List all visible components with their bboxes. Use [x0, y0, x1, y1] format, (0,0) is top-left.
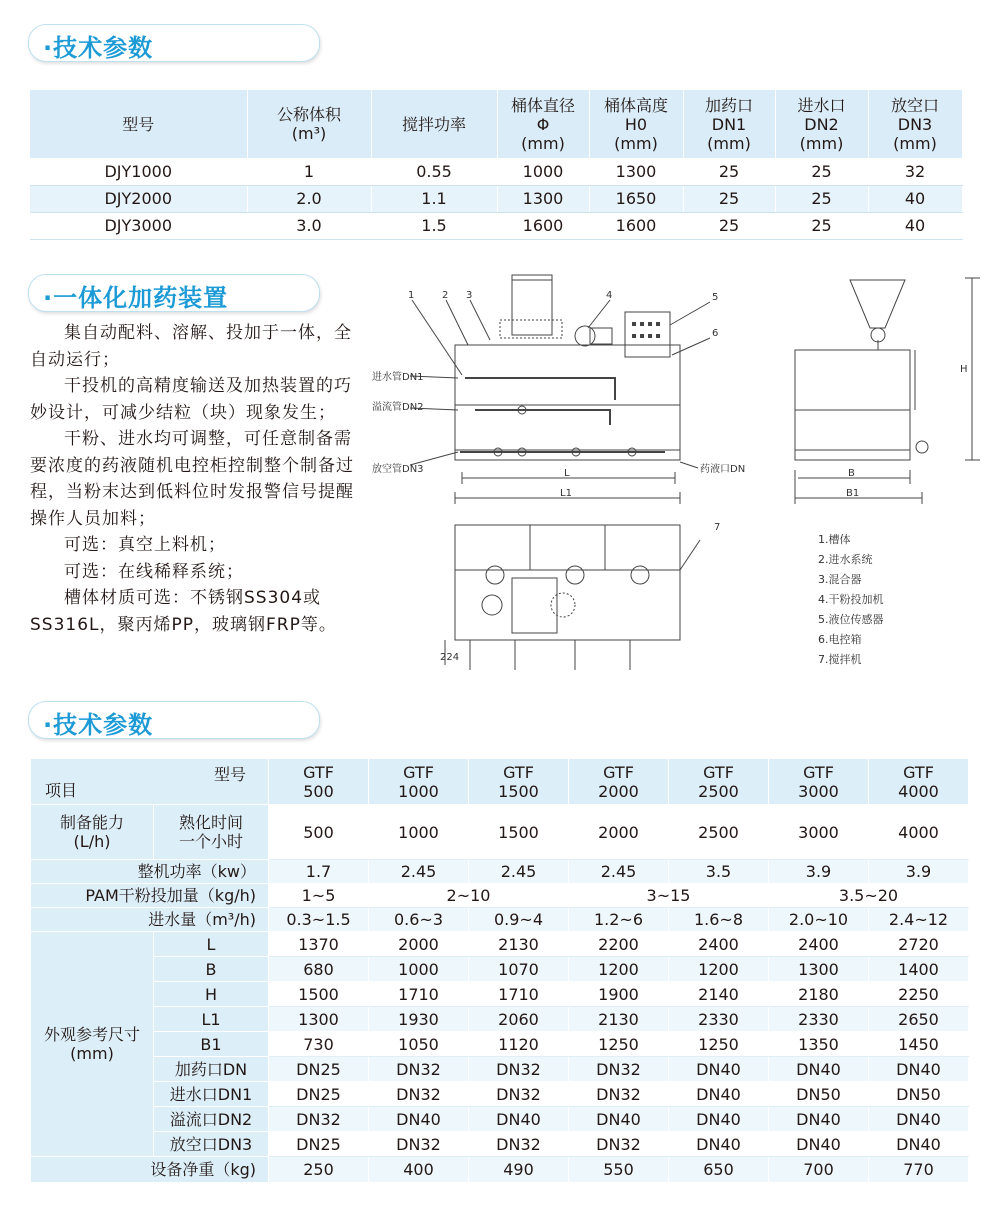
row-sublabel: 熟化时间 一个小时 [154, 805, 269, 860]
table-row: 加药口DN DN25 DN32 DN32 DN32 DN40 DN40 DN40 [31, 1057, 969, 1082]
description-line: 可选：真空上料机； [64, 535, 226, 555]
legend-item: 6.电控箱 [818, 633, 862, 646]
specs-table-gtf [30, 758, 969, 1183]
header-dn1: 加药口 DN1 (mm) [683, 90, 775, 158]
pipe-label: 进水管DN1 [372, 372, 424, 383]
table-row: 溢流口DN2 DN32 DN40 DN40 DN40 DN40 DN40 DN40 [31, 1107, 969, 1132]
table-row: 制备能力 (L/h) 熟化时间 一个小时 500 1000 1500 2000 2500 3000 4000 [31, 805, 969, 860]
table-row: 进水量（m³/h) 0.3~1.5 0.6~3 0.9~4 1.2~6 1.6~8 2.0~10 2.4~12 [31, 908, 969, 932]
legend-item: 3.混合器 [818, 573, 862, 586]
header-power: 搅拌功率 [371, 90, 497, 158]
legend-item: 5.液位传感器 [818, 613, 884, 626]
section-title-text: ·技术参数 [43, 711, 154, 739]
callout-number: 1 [408, 290, 415, 301]
hopper [512, 275, 552, 335]
pipe-label: 溢流管DN2 [372, 402, 424, 413]
callout-number: 6 [712, 328, 719, 339]
dimension-label: L [564, 468, 570, 479]
section-title-specs-1 [28, 24, 320, 62]
description-line: 可选：在线稀释系统； [64, 561, 244, 582]
dimension-label: L1 [560, 488, 572, 499]
header-volume: 公称体积 (m³) [247, 90, 371, 158]
row-label: PAM干粉投加量（kg/h) [31, 884, 269, 908]
table-row: 放空口DN3 DN25 DN32 DN32 DN32 DN40 DN40 DN40 [31, 1132, 969, 1157]
callout-number: 5 [712, 292, 719, 303]
callout-number: 3 [466, 290, 473, 301]
table-row: B1 730 1050 1120 1250 1250 1350 1450 [31, 1032, 969, 1057]
table-row: L1 1300 1930 2060 2130 2330 2330 2650 [31, 1007, 969, 1032]
model-header: GTF 3000 [769, 759, 869, 805]
row-group-label: 外观参考尺寸 (mm) [31, 932, 154, 1157]
table-row: 进水口DN1 DN25 DN32 DN32 DN32 DN40 DN50 DN50 [31, 1082, 969, 1107]
section-title-specs-2 [28, 701, 320, 739]
table-row: B 680 1000 1070 1200 1200 1300 1400 [31, 957, 969, 982]
header-model: 型号 [30, 90, 247, 158]
row-label: 设备净重（kg) [31, 1157, 269, 1183]
table-row: H 1500 1710 1710 1900 2140 2180 2250 [31, 982, 969, 1007]
header-height: 桶体高度 H0 (mm) [589, 90, 683, 158]
header-corner: 型号 项目 [31, 759, 269, 805]
model-header: GTF 4000 [869, 759, 969, 805]
dimension-label: H [960, 364, 968, 375]
dimension-label: B [848, 468, 855, 479]
header-dn2: 进水口 DN2 (mm) [775, 90, 868, 158]
table-row: 设备净重（kg) 250 400 490 550 650 700 770 [31, 1157, 969, 1183]
model-header: GTF 1500 [469, 759, 569, 805]
table-row: DJY1000 1 0.55 1000 1300 25 25 32 [30, 158, 962, 185]
legend-item: 1.槽体 [818, 533, 851, 546]
row-label: 整机功率（kw） [31, 860, 269, 884]
section-title-integrated-dosing [28, 274, 320, 312]
product-description [30, 320, 365, 638]
table-row: 外观参考尺寸 (mm) L 1370 2000 2130 2200 2400 2400 2720 [31, 932, 969, 957]
tank-side-view [795, 350, 910, 460]
dimension-label: B1 [846, 488, 860, 499]
description-line: 集自动配料、溶解、投加于一体，全自动运行； [30, 323, 352, 370]
table-row: DJY3000 3.0 1.5 1600 1600 25 25 40 [30, 212, 962, 239]
description-line: 槽体材质可选：不锈钢SS304或SS316L，聚丙烯PP，玻璃钢FRP等。 [30, 588, 337, 635]
table-row: PAM干粉投加量（kg/h) 1~5 2~10 3~15 3.5~20 [31, 884, 969, 908]
legend-item: 4.干粉投加机 [818, 593, 884, 606]
tank-top-view [455, 525, 680, 640]
tank-front-view [455, 345, 680, 460]
description-line: 干投机的高精度输送及加热装置的巧妙设计，可减少结粒（块）现象发生； [30, 376, 352, 423]
model-header: GTF 2500 [669, 759, 769, 805]
model-header: GTF 1000 [369, 759, 469, 805]
description-line: 干粉、进水均可调整，可任意制备需要浓度的药液随机电控柜控制整个制备过程，当粉末达到低料位时发报警信号提醒操作人员加料； [30, 429, 354, 529]
legend-item: 2.进水系统 [818, 553, 873, 566]
pipe-label: 药液口DN [700, 464, 746, 475]
model-header: GTF 2000 [569, 759, 669, 805]
table-row: DJY2000 2.0 1.1 1300 1650 25 25 40 [30, 185, 962, 212]
specs-table-djy [30, 90, 963, 240]
header-diameter: 桶体直径 Φ (mm) [497, 90, 589, 158]
dimension-label: 224 [440, 652, 460, 663]
section-title-text: ·技术参数 [43, 34, 154, 62]
pipe-label: 放空管DN3 [372, 464, 424, 475]
control-box [625, 312, 670, 357]
row-label: 制备能力 (L/h) [31, 805, 154, 860]
drawing-legend [818, 530, 884, 670]
header-dn3: 放空口 DN3 (mm) [868, 90, 962, 158]
callout-number: 4 [606, 290, 613, 301]
section-title-text: ·一体化加药装置 [43, 284, 229, 312]
equipment-drawing [370, 265, 990, 685]
model-header: GTF 500 [269, 759, 369, 805]
callout-number: 2 [442, 290, 449, 301]
table-row: 整机功率（kw） 1.7 2.45 2.45 2.45 3.5 3.9 3.9 [31, 860, 969, 884]
legend-item: 7.搅拌机 [818, 653, 862, 666]
callout-number: 7 [714, 522, 721, 533]
row-label: 进水量（m³/h) [31, 908, 269, 932]
